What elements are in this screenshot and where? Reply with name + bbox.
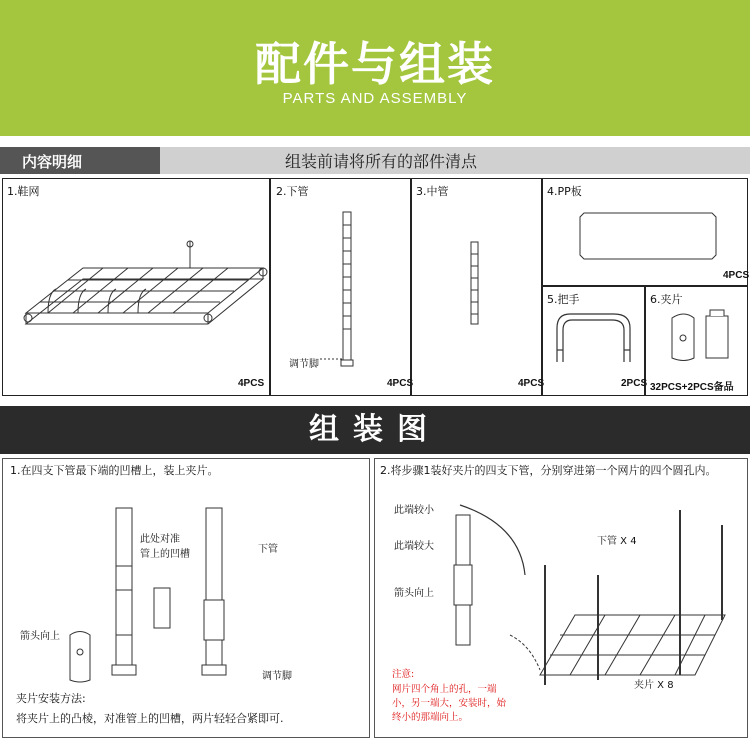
handle-drawing — [552, 310, 637, 365]
step2-note-title: 注意: — [392, 669, 415, 680]
step2-big-end-annotation: 此端较大 — [394, 541, 434, 552]
part-label: 5.把手 — [547, 293, 580, 306]
step2-note-text: 网片四个角上的孔，一端小，另一端大，安装时，始终小的那端向上。 — [392, 684, 507, 723]
part-qty: 4PCS — [518, 378, 545, 389]
step2-arrow-annotation: 箭头向上 — [394, 588, 434, 599]
clip-drawing — [668, 308, 733, 363]
part-label: 6.夹片 — [650, 293, 683, 306]
middle-tube-drawing — [468, 240, 482, 330]
step2-tube-count: 下管 X 4 — [597, 536, 637, 547]
part-qty: 32PCS+2PCS备品 — [650, 382, 734, 393]
step1-foot-annotation: 调节脚 — [262, 671, 292, 682]
lower-tube-drawing — [338, 210, 358, 370]
step1-instruction: 1.在四支下管最下端的凹槽上，装上夹片。 — [10, 464, 219, 477]
step1-groove-annotation: 此处对准 管上的凹槽 — [140, 534, 190, 560]
part-qty: 4PCS — [238, 378, 265, 389]
shoe-rack-drawing — [18, 238, 268, 348]
step2-instruction: 2.将步骤1装好夹片的四支下管，分别穿进第一个网片的四个圆孔内。 — [380, 464, 717, 477]
part-qty: 2PCS — [621, 378, 648, 389]
part-qty: 4PCS — [387, 378, 414, 389]
step1-method-title: 夹片安装方法: — [16, 692, 86, 705]
page-subtitle: PARTS AND ASSEMBLY — [282, 90, 468, 107]
assembly-title: 组装图 — [309, 412, 441, 447]
part-label: 1.鞋网 — [7, 185, 40, 198]
part-label: 4.PP板 — [547, 185, 582, 198]
contents-note: 组装前请将所有的部件清点 — [285, 152, 478, 171]
step1-arrow-annotation: 箭头向上 — [20, 631, 60, 642]
page-title: 配件与组装 — [255, 37, 495, 91]
step1-lower-tube-annotation: 下管 — [258, 544, 278, 555]
part-label: 2.下管 — [276, 185, 309, 198]
step1-method-text: 将夹片上的凸棱，对准管上的凹槽，两片轻轻合紧即可. — [16, 712, 284, 725]
contents-label: 内容明细 — [22, 153, 83, 171]
part-label: 3.中管 — [416, 185, 449, 198]
pp-board-drawing — [578, 211, 718, 261]
step2-clip-count: 夹片 X 8 — [634, 680, 674, 691]
part-qty: 4PCS — [723, 270, 750, 281]
step1-diagram — [60, 500, 240, 680]
step2-diagram — [440, 495, 740, 705]
foot-callout: 调节脚 — [289, 359, 319, 370]
step2-small-end-annotation: 此端较小 — [394, 505, 434, 516]
